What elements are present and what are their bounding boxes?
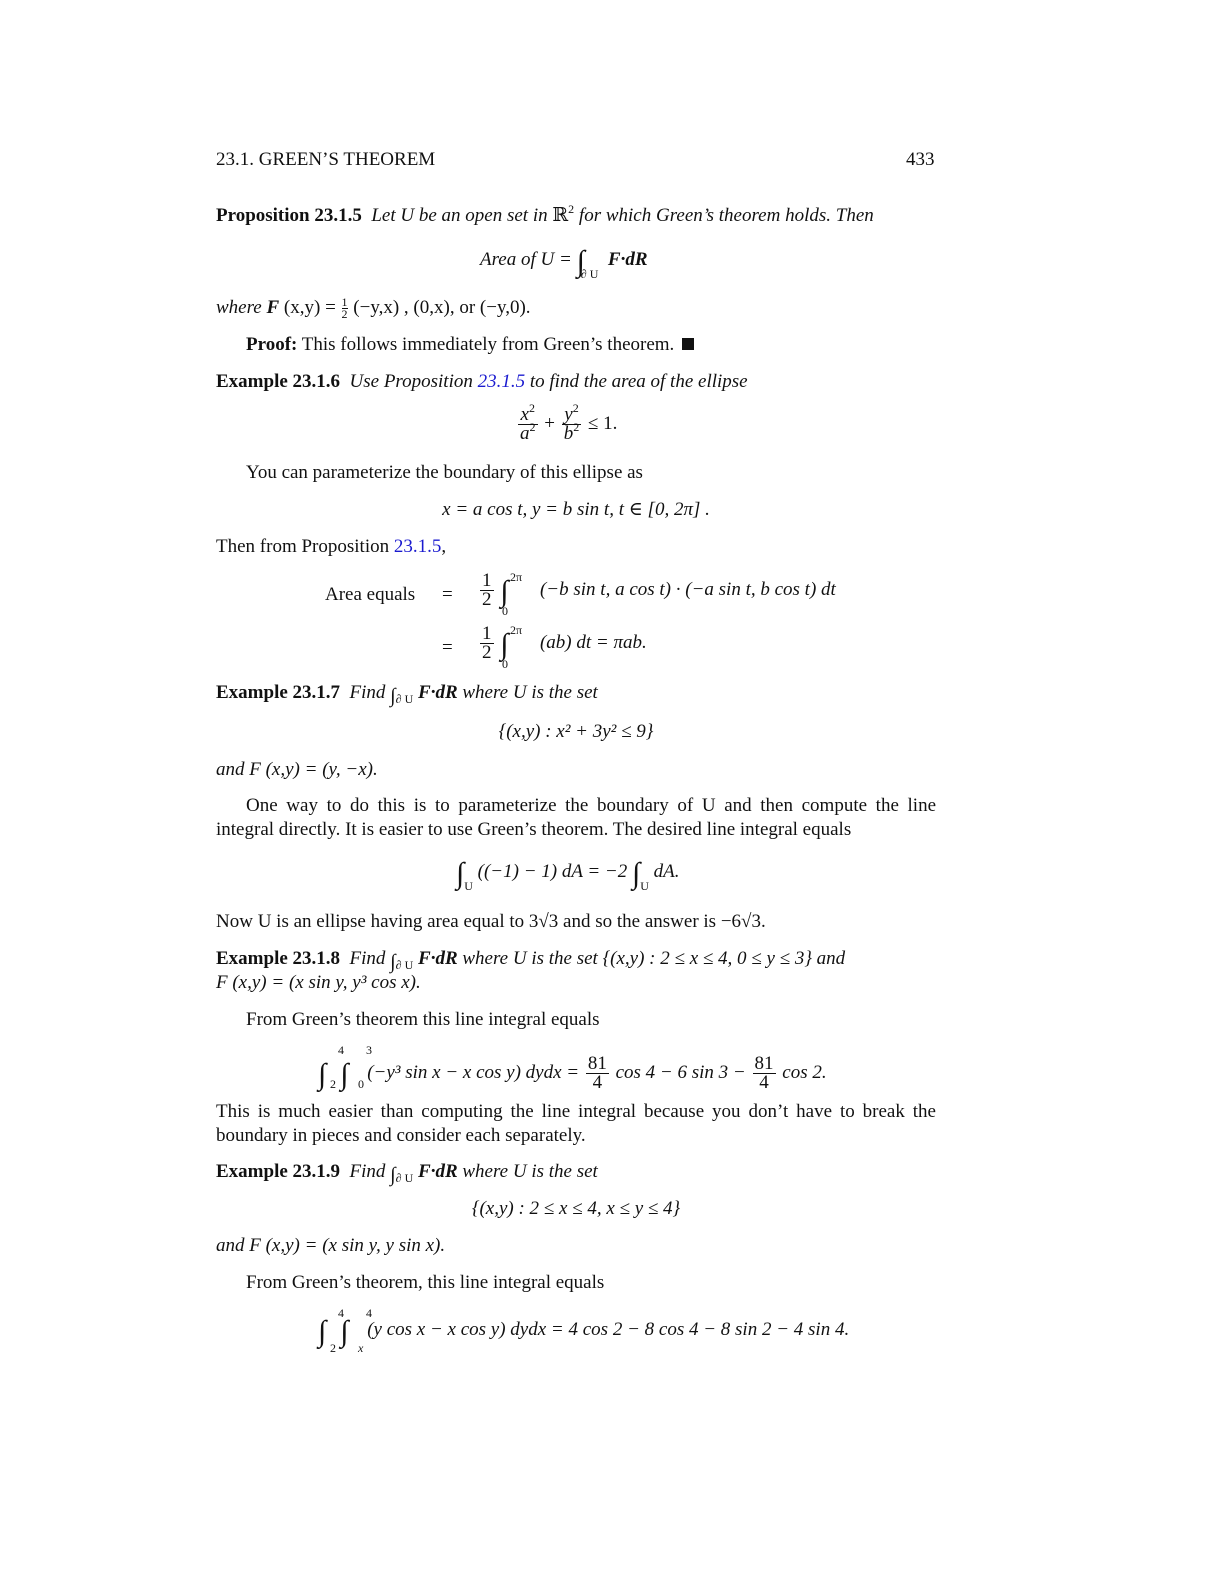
- area-equals-label: Area equals: [325, 584, 416, 605]
- example-7-and: and F (x,y) = (y, −x).: [216, 759, 378, 780]
- example-9-from: From Green’s theorem, this line integral equals: [246, 1272, 605, 1293]
- proposition-label: Proposition 23.1.5: [216, 205, 362, 226]
- example-9-set: {(x,y) : 2 ≤ x ≤ 4, x ≤ y ≤ 4}: [471, 1198, 681, 1219]
- proposition-ref-link-2[interactable]: 23.1.5: [393, 536, 442, 557]
- example-8-double-integral: ∫ ∫ (−y³ sin x − x cos y) dydx = $\frac{81}{4}$ cos 4 − 6 sin 3 − $\frac{81}{4}$ cos 2.: [318, 1053, 827, 1093]
- area-integral-line2: $\frac{1}{2}$ ∫ (ab) dt = πab.: [482, 623, 647, 663]
- proof-label: Proof:: [246, 334, 298, 355]
- page-number: 433: [906, 149, 935, 170]
- example-7-green-eq: $\int_U$ ((−1) − 1) dA = −2 $\int_U$ dA.: [456, 857, 680, 893]
- example-8-F: F (x,y) = (x sin y, y³ cos x).: [216, 972, 421, 993]
- example-8-from: From Green’s theorem this line integral equals: [246, 1009, 600, 1030]
- example-7-set: {(x,y) : x² + 3y² ≤ 9}: [498, 721, 654, 742]
- example-7-answer: Now U is an ellipse having area equal to 3√3 and so the answer is −6√3.: [216, 911, 766, 932]
- example-7-heading: Example 23.1.7 Find $\int_{\partial U}$ F·dR where U is the set: [216, 682, 598, 707]
- example-8-heading: Example 23.1.8 Find $\int_{\partial U}$ F·dR where U is the set {(x,y) : 2 ≤ x ≤ 4, 0 ≤ y ≤ 3} and: [216, 948, 846, 973]
- example-7-p1a: One way to do this is to parameterize the boundary of U and then compute the line: [246, 795, 936, 816]
- qed-square-icon: [682, 338, 694, 350]
- running-header-title: 23.1. GREEN’S THEOREM: [216, 149, 436, 170]
- example-6-heading: Example 23.1.6 Use Proposition 23.1.5 to find the area of the ellipse: [216, 371, 748, 392]
- example-8-p1: This is much easier than computing the line integral because you don’t have to break the: [216, 1101, 936, 1122]
- ellipse-inequality: $\frac{x^2}{a^2}$ + $\frac{y^2}{b^2}$ ≤ 1.: [520, 401, 618, 444]
- param-equation: x = a cos t, y = b sin t, t ∈ [0, 2π] .: [442, 499, 710, 520]
- area-integral-line1: $\frac{1}{2}$ ∫ (−b sin t, a cos t) · (−a sin t, b cos t) dt: [482, 570, 836, 610]
- example-9-double-integral: ∫ ∫ (y cos x − x cos y) dydx = 4 cos 2 − 8 cos 4 − 8 sin 2 − 4 sin 4.: [318, 1315, 850, 1348]
- proposition-statement: Proposition 23.1.5 Let U be an open set in ℝ$^2$ for which Green’s theorem holds. Then: [216, 202, 874, 226]
- example-7-p1b: integral directly. It is easier to use Green’s theorem. The desired line integral equals: [216, 819, 852, 840]
- example-9-and: and F (x,y) = (x sin y, y sin x).: [216, 1235, 446, 1256]
- proposition-where: where F (x,y) = $\frac{1}{2} (-y,x)$ , (0,x), or (−y,0).: [216, 295, 531, 322]
- proposition-ref-link[interactable]: 23.1.5: [477, 371, 526, 392]
- area-formula: Area of $U = \int_{\partial U}$ F·dR: [480, 245, 648, 281]
- example-9-heading: Example 23.1.9 Find $\int_{\partial U}$ F·dR where U is the set: [216, 1161, 598, 1186]
- page: 23.1. GREEN’S THEOREM 433 Proposition 23.1.5 Let U be an open set in ℝ$^2$ for which Green’s theorem holds. Then Area of $U = \int_{\partial U}$ F·dR where F (x,y) = $\frac{1}{2} (-y,x)$ , (0,x), or (−y,0). Proof: This follows immediately from Green’s theorem. Example 23.1.6 Use Proposition 23.1.5 to find the area of the ellipse $\frac{x^2}{a^2}$ + $\frac{y^2}{b^2}$ ≤ 1. You can parameterize the boundary of this ellipse as x = a cos t, y = b sin t, t ∈ [0, 2π] . Then from Proposition 23.1.5, Area equals = $\frac{1}{2}$ ∫ (−b sin t, a cos t) · (−a sin t, b cos t) dt 2π 0 = $\frac{1}{2}$ ∫ (ab) dt = πab. 2π 0 Example 23.1.7 Find $\int_{\partial U}$ F·dR where U is the set {(x,y) : x² + 3y² ≤ 9} and F (x,y) = (y, −x). One way to do this is to parameterize the boundary of U and then compute the line integral directly. It is easier to use Green’s theorem. The desired line integral equals $\int_U$ ((−1) − 1) dA = −2 $\int_U$ dA. Now U is an ellipse having area equal to 3√3 and so the answer is −6√3. Example 23.1.8 Find $\int_{\partial U}$ F·dR where U is the set {(x,y) : 2 ≤ x ≤ 4, 0 ≤ y ≤ 3} and F (x,y) = (x sin y, y³ cos x). From Green’s theorem this line integral equals ∫ ∫ (−y³ sin x − x cos y) dydx = $\frac{81}{4}$ cos 4 − 6 sin 3 − $\frac{81}{4}$ cos 2. 4 2 3 0 This is much easier than computing the line integral because you don’t have to break the boundary in pieces and consider each separately. Example 23.1.9 Find $\int_{\partial U}$ F·dR where U is the set {(x,y) : 2 ≤ x ≤ 4, x ≤ y ≤ 4} and F (x,y) = (x sin y, y sin x). From Green’s theorem, this line integral equals ∫ ∫ (y cos x − x cos y) dydx = 4 cos 2 − 8 cos 4 − 8 sin 2 − 4 sin 4. 4 2 4 x: [216, 149, 936, 1355]
- proof: Proof: This follows immediately from Green’s theorem.: [246, 333, 694, 357]
- example-8-p2: boundary in pieces and consider each separately.: [216, 1125, 586, 1146]
- then-from: Then from Proposition 23.1.5,: [216, 536, 447, 557]
- param-intro: You can parameterize the boundary of this ellipse as: [246, 462, 643, 483]
